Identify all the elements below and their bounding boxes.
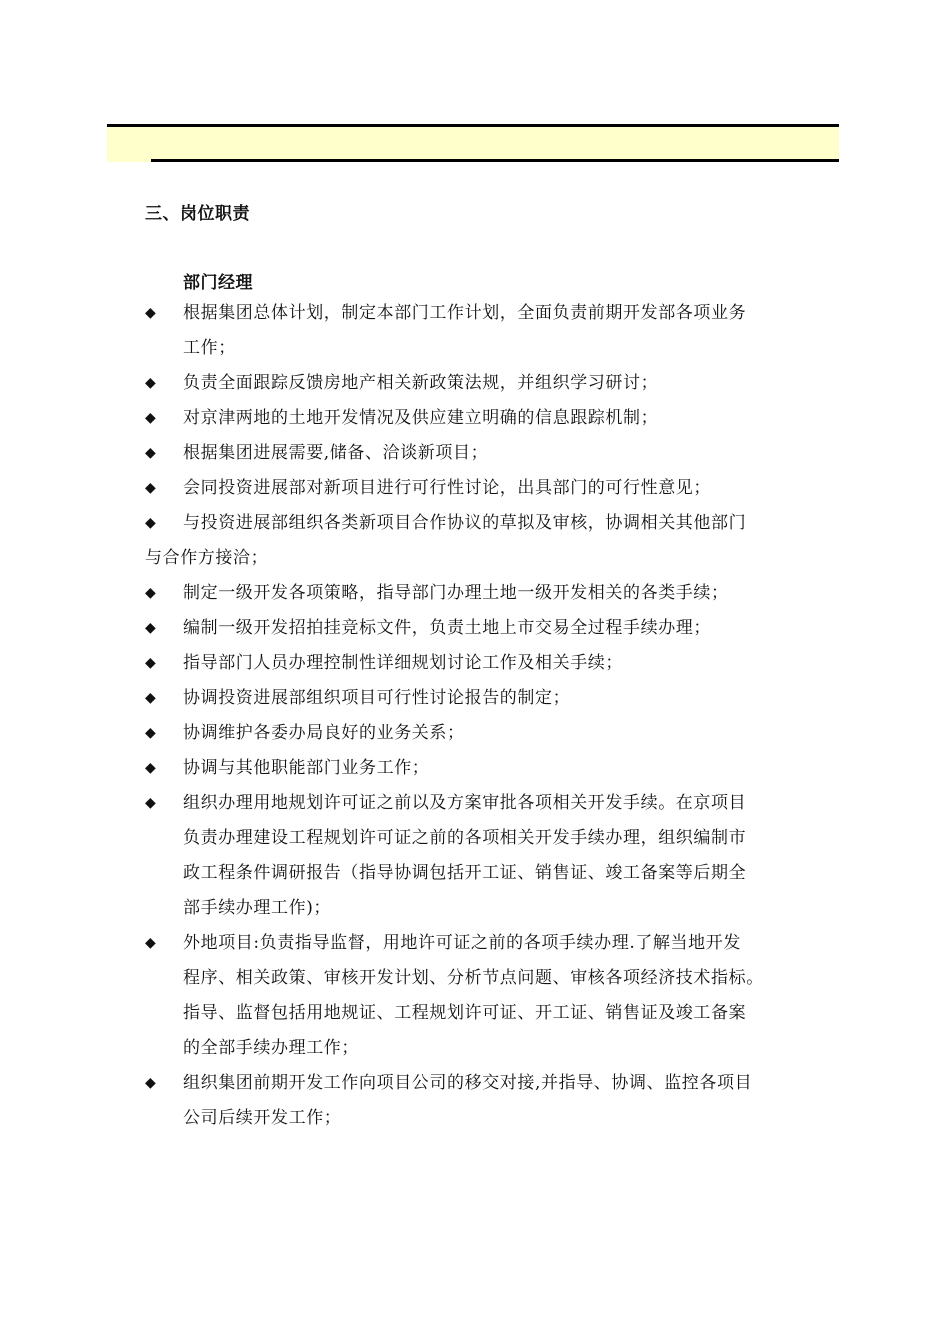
diamond-bullet-icon: ◆: [145, 410, 157, 426]
duty-text-line: 协调投资进展部组织项目可行性讨论报告的制定；: [183, 688, 571, 708]
duty-text-line: 外地项目:负责指导监督，用地许可证之前的各项手续办理.了解当地开发: [183, 933, 741, 953]
duty-item: [145, 716, 835, 751]
duty-item: [145, 471, 835, 506]
duty-text-line: 根据集团进展需要,储备、洽谈新项目；: [183, 443, 489, 463]
duty-text-line: 指导部门人员办理控制性详细规划讨论工作及相关手续；: [183, 653, 623, 673]
section-title: 三、岗位职责: [145, 204, 250, 224]
duty-text-line: 会同投资进展部对新项目进行可行性讨论，出具部门的可行性意见；: [183, 478, 711, 498]
diamond-bullet-icon: ◆: [145, 620, 157, 636]
duty-item: [145, 646, 835, 681]
duty-text-line: 协调维护各委办局良好的业务关系；: [183, 723, 465, 743]
duty-item: [145, 926, 835, 1066]
duty-list: [145, 296, 835, 1136]
duty-item: [145, 611, 835, 646]
duty-item: [145, 401, 835, 436]
header-band: [107, 124, 839, 162]
duty-item: [145, 366, 835, 401]
duty-item: [145, 506, 835, 576]
diamond-bullet-icon: ◆: [145, 795, 157, 811]
duty-item: [145, 436, 835, 471]
duty-text-line: 负责办理建设工程规划许可证之前的各项相关开发手续办理，组织编制市: [183, 828, 747, 848]
duty-text-line: 政工程条件调研报告（指导协调包括开工证、销售证、竣工备案等后期全: [183, 863, 747, 883]
diamond-bullet-icon: ◆: [145, 445, 157, 461]
duty-text-line: 部手续办理工作)；: [183, 898, 332, 918]
diamond-bullet-icon: ◆: [145, 305, 157, 321]
diamond-bullet-icon: ◆: [145, 375, 157, 391]
diamond-bullet-icon: ◆: [145, 725, 157, 741]
duty-text-line: 与投资进展部组织各类新项目合作协议的草拟及审核，协调相关其他部门: [183, 513, 747, 533]
diamond-bullet-icon: ◆: [145, 935, 157, 951]
diamond-bullet-icon: ◆: [145, 1075, 157, 1091]
duty-item: [145, 751, 835, 786]
duty-text-line: 指导、监督包括用地规证、工程规划许可证、开工证、销售证及竣工备案: [183, 1003, 747, 1023]
duty-text-line: 组织集团前期开发工作向项目公司的移交对接,并指导、协调、监控各项目: [183, 1073, 753, 1093]
duty-text-line: 工作；: [183, 338, 236, 358]
diamond-bullet-icon: ◆: [145, 690, 157, 706]
diamond-bullet-icon: ◆: [145, 585, 157, 601]
diamond-bullet-icon: ◆: [145, 655, 157, 671]
duty-item: [145, 296, 835, 366]
header-rule-top: [107, 124, 839, 127]
duty-text-line: 对京津两地的土地开发情况及供应建立明确的信息跟踪机制；: [183, 408, 659, 428]
duty-text-line: 编制一级开发招拍挂竞标文件，负责土地上市交易全过程手续办理；: [183, 618, 711, 638]
duty-text-line: 制定一级开发各项策略，指导部门办理土地一级开发相关的各类手续；: [183, 583, 729, 603]
duty-text-line: 根据集团总体计划，制定本部门工作计划，全面负责前期开发部各项业务: [183, 303, 747, 323]
duty-text-line: 程序、相关政策、审核开发计划、分析节点问题、审核各项经济技术指标。: [183, 968, 764, 988]
diamond-bullet-icon: ◆: [145, 515, 157, 531]
duty-item: [145, 681, 835, 716]
duty-text-line: 负责全面跟踪反馈房地产相关新政策法规，并组织学习研讨；: [183, 373, 659, 393]
duty-text-line: 组织办理用地规划许可证之前以及方案审批各项相关开发手续。在京项目: [183, 793, 747, 813]
duty-text-line: 的全部手续办理工作；: [183, 1038, 359, 1058]
duty-text-line: 公司后续开发工作；: [183, 1108, 342, 1128]
duty-item: [145, 1066, 835, 1136]
diamond-bullet-icon: ◆: [145, 480, 157, 496]
duty-text-line: 协调与其他职能部门业务工作；: [183, 758, 430, 778]
diamond-bullet-icon: ◆: [145, 760, 157, 776]
duty-text-line: 与合作方接洽；: [145, 548, 269, 568]
duty-item: [145, 576, 835, 611]
role-title: 部门经理: [183, 273, 253, 293]
header-rule-bottom: [151, 159, 839, 162]
duty-item: [145, 786, 835, 926]
